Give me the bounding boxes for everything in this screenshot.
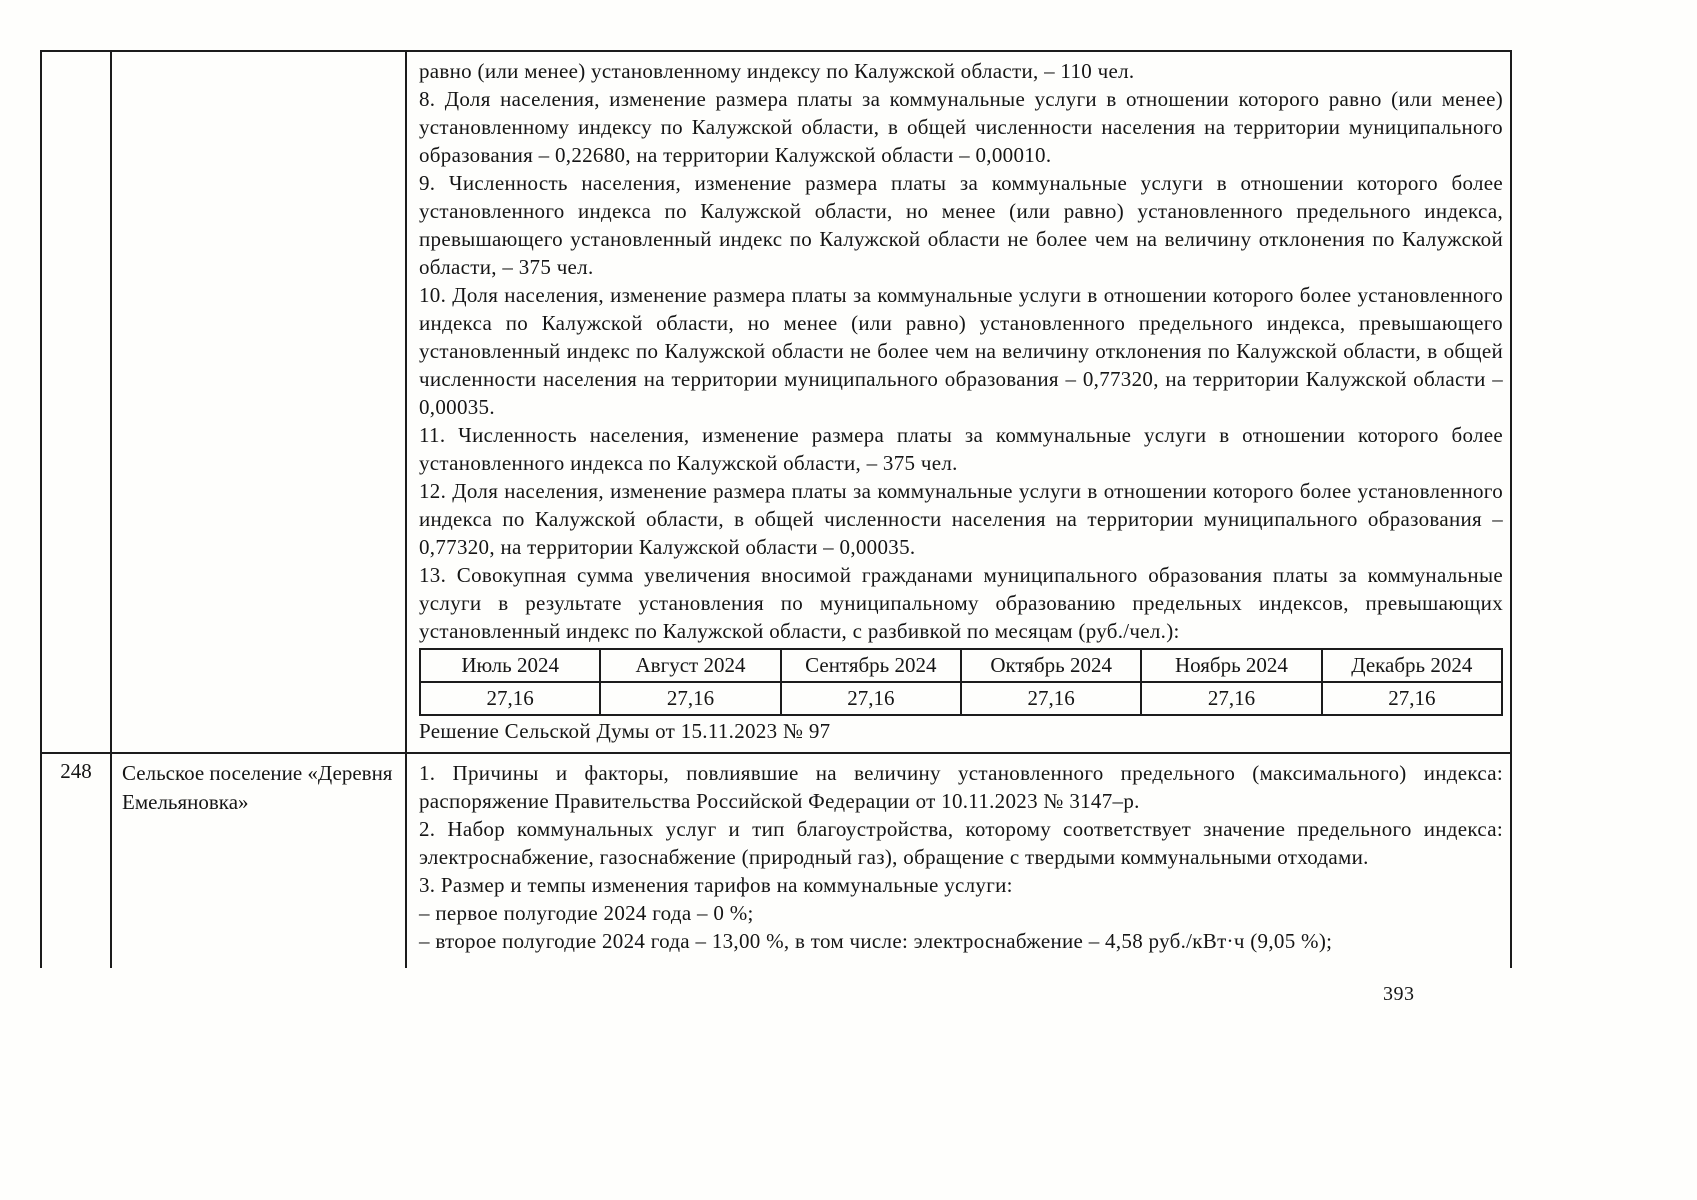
municipality-name-cell: Сельское поселение «Деревня Емельяновка» [111,753,406,968]
month-value-cell: 27,16 [781,682,961,715]
paragraph: – второе полугодие 2024 года – 13,00 %, в том числе: электроснабжение – 4,58 руб./кВт·ч (9,05 %); [419,929,1333,953]
decision-reference: Решение Сельской Думы от 15.11.2023 № 97 [419,719,831,743]
paragraph: 2. Набор коммунальных услуг и тип благоустройства, которому соответствует значение предельного индекса: электроснабжение, газоснабжение (природный газ), обращение с твердыми коммунальными отходами. [419,817,1503,869]
table-row-continuation [41,51,1511,753]
month-header-cell: Август 2024 [600,649,780,682]
month-header-cell: Ноябрь 2024 [1141,649,1321,682]
page-number: 393 [1383,983,1415,1005]
month-header-cell: Декабрь 2024 [1322,649,1502,682]
month-value-cell: 27,16 [1322,682,1502,715]
paragraph: 9. Численность населения, изменение размера платы за коммунальные услуги в отношении которого более установленного индекса по Калужской области, но менее (или равно) установленного предельного индекса, превышающего установленный индекс по Калужской области не более чем на величину отклонения по Калужской области, – 375 чел. [419,171,1503,279]
row-content-cell [406,51,1511,753]
paragraph: 12. Доля населения, изменение размера платы за коммунальные услуги в отношении которого более установленного индекса по Калужской области, в общей численности населения на территории муниципального образования – 0,77320, на территории Калужской области – 0,00035. [419,479,1503,559]
month-value-cell: 27,16 [1141,682,1321,715]
monthly-payment-table [419,648,1503,716]
months-values-row [420,682,1502,715]
row-number-cell [41,51,111,753]
main-table [40,50,1512,968]
paragraph: 10. Доля населения, изменение размера платы за коммунальные услуги в отношении которого более установленного индекса по Калужской области, но менее (или равно) установленного предельного индекса, превышающего установленный индекс по Калужской области не более чем на величину отклонения по Калужской области, в общей численности населения на территории муниципального образования – 0,77320, на территории Калужской области – 0,00035. [419,283,1503,419]
paragraph: 11. Численность населения, изменение размера платы за коммунальные услуги в отношении которого более установленного индекса по Калужской области, – 375 чел. [419,423,1503,475]
municipality-name-cell [111,51,406,753]
month-value-cell: 27,16 [420,682,600,715]
paragraph: 3. Размер и темпы изменения тарифов на коммунальные услуги: [419,873,1013,897]
row-number-cell: 248 [41,753,111,968]
row-content-cell [406,753,1511,968]
month-value-cell: 27,16 [600,682,780,715]
paragraph: равно (или менее) установленному индексу по Калужской области, – 110 чел. [419,59,1135,83]
paragraph: – первое полугодие 2024 года – 0 %; [419,901,754,925]
paragraph: 13. Совокупная сумма увеличения вносимой гражданами муниципального образования платы за коммунальные услуги в результате установления по муниципальному образованию предельных индексов, превышающих установленный индекс по Калужской области, с разбивкой по месяцам (руб./чел.): [419,563,1503,643]
table-row-248 [41,753,1511,968]
paragraph: 1. Причины и факторы, повлиявшие на величину установленного предельного (максимального) индекса: распоряжение Правительства Российской Федерации от 10.11.2023 № 3147–р. [419,761,1503,813]
month-value-cell: 27,16 [961,682,1141,715]
month-header-cell: Октябрь 2024 [961,649,1141,682]
month-header-cell: Сентябрь 2024 [781,649,961,682]
paragraph: 8. Доля населения, изменение размера платы за коммунальные услуги в отношении которого равно (или менее) установленному индексу по Калужской области, в общей численности населения на территории муниципального образования – 0,22680, на территории Калужской области – 0,00010. [419,87,1503,167]
months-header-row [420,649,1502,682]
month-header-cell: Июль 2024 [420,649,600,682]
